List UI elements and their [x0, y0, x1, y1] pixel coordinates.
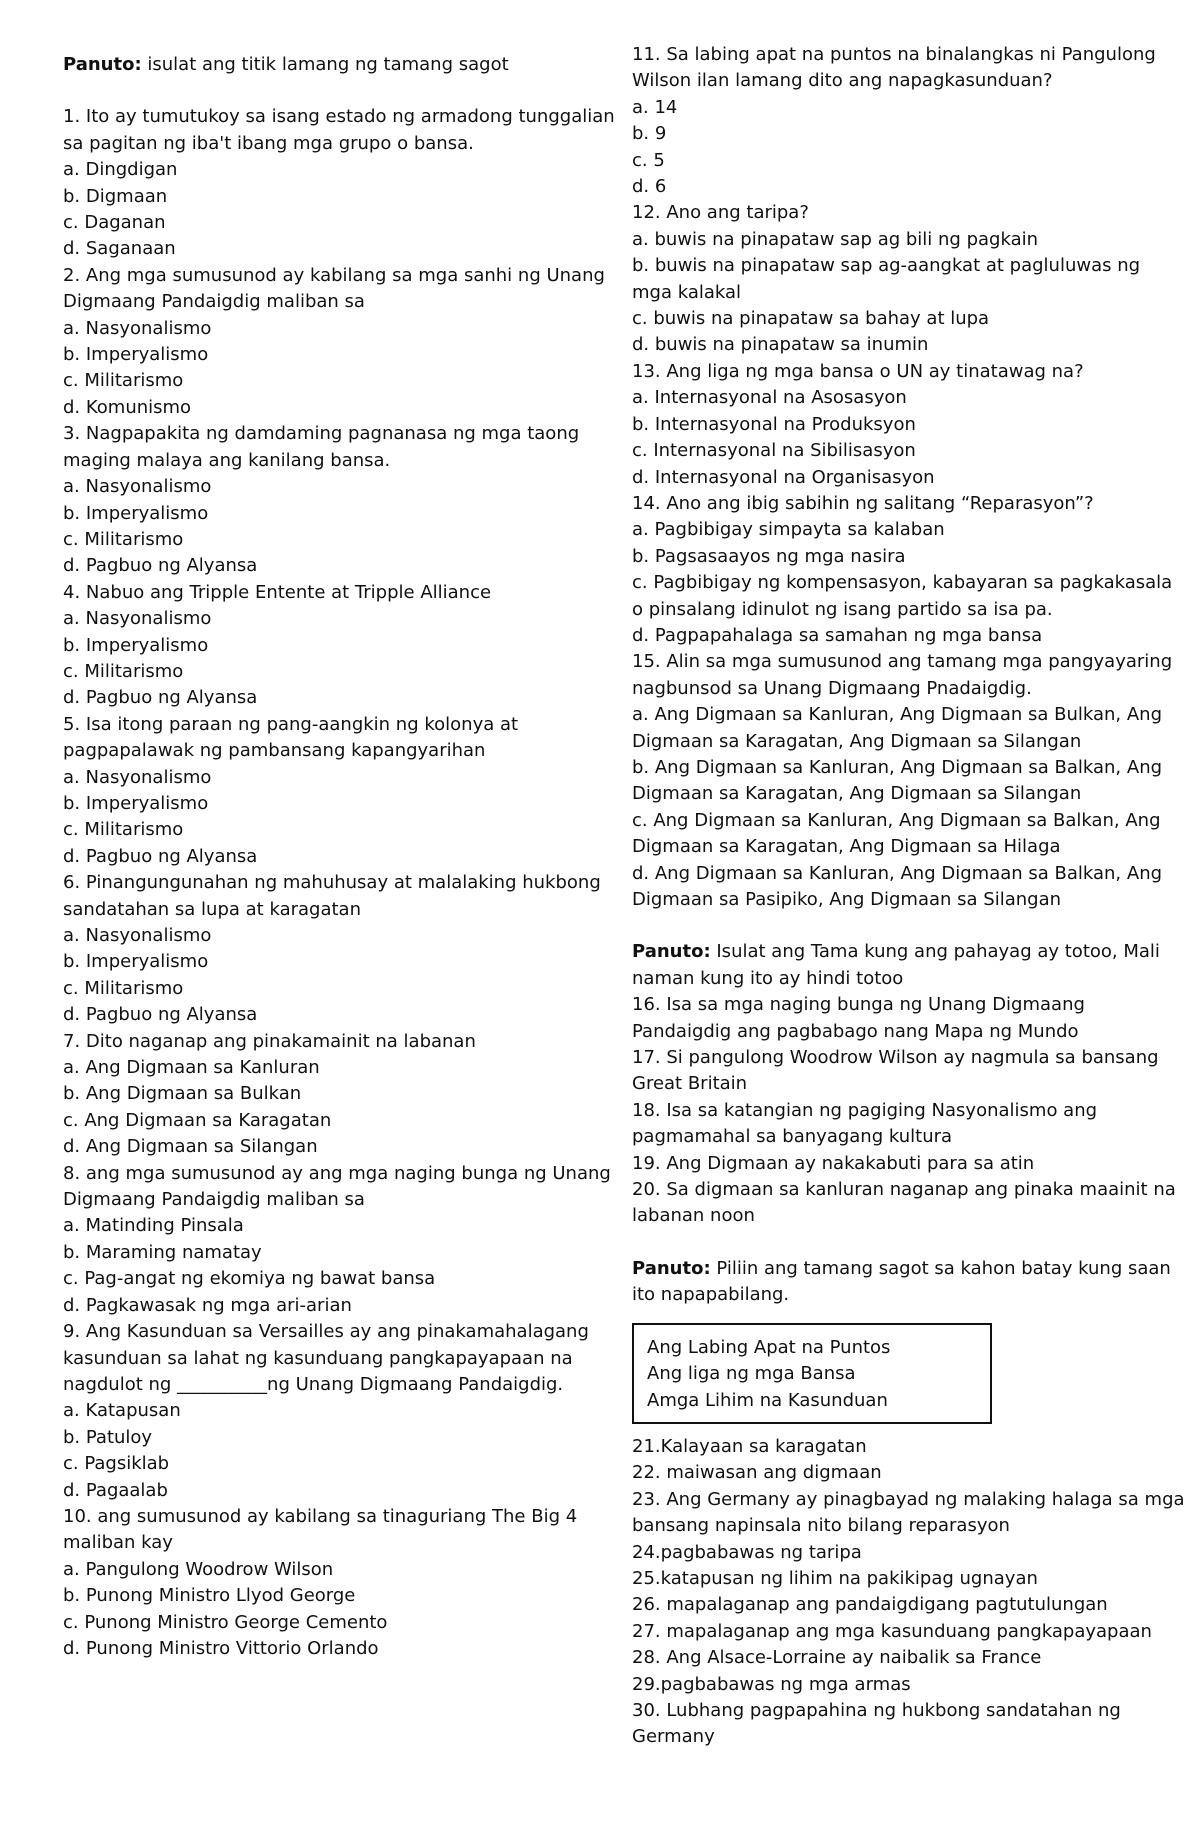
question-line: c. Punong Ministro George Cemento: [63, 1611, 388, 1633]
question-line: a. Pagbibigay simpayta sa kalaban: [632, 519, 945, 541]
question-line: Wilson ilan lamang dito ang napagkasunduan?: [632, 70, 1053, 92]
instruction-part2: [632, 939, 1162, 965]
item-line: 30. Lubhang pagpapahina ng hukbong sandatahan ng: [632, 1699, 1121, 1721]
spacer: [63, 78, 603, 104]
statement-line: 16. Isa sa mga naging bunga ng Unang Digmaang: [632, 994, 1085, 1016]
choice-option: Ang Labing Apat na Puntos: [647, 1336, 891, 1358]
question-line: 4. Nabuo ang Tripple Entente at Tripple Alliance: [63, 581, 492, 603]
question-line: 11. Sa labing apat na puntos na binalangkas ni Pangulong: [632, 44, 1156, 65]
question-line: 7. Dito naganap ang pinakamainit na labanan: [63, 1030, 476, 1052]
questions-1-10: [63, 104, 615, 1662]
statement-line: 20. Sa digmaan sa kanluran naganap ang pinaka maainit na: [632, 1179, 1176, 1201]
question-line: b. Patuloy: [63, 1426, 153, 1448]
question-line: a. Nasyonalismo: [63, 608, 212, 630]
question-line: a. Katapusan: [63, 1400, 181, 1422]
instruction-part3: [632, 1256, 1171, 1282]
question-line: a. Pangulong Woodrow Wilson: [63, 1558, 334, 1580]
question-line: d. Punong Ministro Vittorio Orlando: [63, 1637, 379, 1659]
question-line: c. Militarismo: [63, 370, 184, 392]
item-line: bansang napinsala nito bilang reparasyon: [632, 1515, 1010, 1537]
question-line: Digmaan sa Karagatan, Ang Digmaan sa Silangan: [632, 730, 1082, 752]
item-line: 27. mapalaganap ang mga kasunduang pangkapayapaan: [632, 1620, 1152, 1642]
choice-option: Amga Lihim na Kasunduan: [647, 1389, 888, 1411]
question-line: b. Digmaan: [63, 185, 168, 207]
instruction-text: Isulat ang Tama kung ang pahayag ay totoo, Mali: [710, 941, 1160, 963]
item-line: 24.pagbabawas ng taripa: [632, 1541, 862, 1563]
question-line: Digmaan sa Karagatan, Ang Digmaan sa Hilaga: [632, 836, 1061, 858]
question-line: a. Dingdigan: [63, 159, 178, 181]
question-line: mga kalakal: [632, 281, 742, 303]
right-column: [632, 42, 1185, 1751]
instruction-part3-cont: ito napapabilang.: [632, 1284, 790, 1306]
question-line: 14. Ano ang ibig sabihin ng salitang “Reparasyon”?: [632, 492, 1094, 514]
question-line: 10. ang sumusunod ay kabilang sa tinaguriang The Big 4: [63, 1505, 578, 1527]
question-line: o pinsalang idinulot ng isang partido sa isa pa.: [632, 598, 1053, 620]
question-line: a. Ang Digmaan sa Kanluran: [63, 1057, 320, 1079]
question-line: a. Nasyonalismo: [63, 925, 212, 946]
question-line: 1. Ito ay tumutukoy sa isang estado ng armadong tunggalian: [63, 106, 615, 128]
item-line: 23. Ang Germany ay pinagbayad ng malaking halaga sa mga: [632, 1488, 1185, 1510]
question-line: b. 9: [632, 123, 667, 145]
question-line: d. Ang Digmaan sa Silangan: [63, 1136, 318, 1158]
question-line: 8. ang mga sumusunod ay ang mga naging bunga ng Unang: [63, 1162, 611, 1184]
question-line: b. Imperyalismo: [63, 792, 209, 814]
question-line: Digmaang Pandaigdig maliban sa: [63, 1189, 365, 1211]
question-line: d. Pagbuo ng Alyansa: [63, 687, 258, 709]
question-line: b. Imperyalismo: [63, 502, 209, 524]
question-line: 3. Nagpapakita ng damdaming pagnanasa ng mga taong: [63, 423, 580, 445]
question-line: d. Pagpapahalaga sa samahan ng mga bansa: [632, 624, 1043, 646]
question-line: maliban kay: [63, 1532, 173, 1554]
question-line: b. Imperyalismo: [63, 344, 209, 366]
question-line: 15. Alin sa mga sumusunod ang tamang mga pangyayaring: [632, 651, 1173, 673]
question-line: d. Saganaan: [63, 238, 176, 260]
question-line: maging malaya ang kanilang bansa.: [63, 449, 391, 471]
question-line: a. Nasyonalismo: [63, 317, 212, 339]
question-line: 6. Pinangungunahan ng mahuhusay at malalaking hukbong: [63, 872, 601, 894]
instruction-part2-cont: naman kung ito ay hindi totoo: [632, 967, 904, 989]
question-line: kasunduan sa lahat ng kasunduang pangkapayapaan na: [63, 1347, 573, 1369]
questions-11-15: [632, 42, 1173, 913]
question-line: a. Internasyonal na Asosasyon: [632, 387, 907, 409]
question-line: c. Ang Digmaan sa Kanluran, Ang Digmaan sa Balkan, Ang: [632, 809, 1161, 831]
question-line: d. Internasyonal na Organisasyon: [632, 466, 935, 488]
question-line: a. Nasyonalismo: [63, 766, 212, 788]
question-line: c. Internasyonal na Sibilisasyon: [632, 440, 916, 462]
question-line: c. Militarismo: [63, 977, 184, 999]
question-line: d. Pagkawasak ng mga ari-arian: [63, 1294, 352, 1316]
question-line: a. Matinding Pinsala: [63, 1215, 244, 1237]
question-line: d. 6: [632, 176, 667, 198]
question-line: b. Ang Digmaan sa Kanluran, Ang Digmaan sa Balkan, Ang: [632, 756, 1163, 778]
question-line: c. Ang Digmaan sa Karagatan: [63, 1109, 332, 1131]
question-line: c. Pagsiklab: [63, 1453, 170, 1475]
question-line: b. Maraming namatay: [63, 1241, 262, 1263]
question-line: d. Pagbuo ng Alyansa: [63, 555, 258, 577]
question-line: Digmaang Pandaigdig maliban sa: [63, 291, 365, 313]
item-line: 29.pagbabawas ng mga armas: [632, 1673, 911, 1695]
question-line: b. Imperyalismo: [63, 951, 209, 973]
question-line: a. 14: [632, 96, 678, 118]
question-line: a. buwis na pinapataw sap ag bili ng pagkain: [632, 228, 1039, 250]
left-column: [63, 52, 615, 1662]
question-line: d. buwis na pinapataw sa inumin: [632, 334, 929, 356]
instruction-part1: [63, 52, 603, 78]
question-line: c. Militarismo: [63, 528, 184, 550]
instruction-label: Panuto:: [632, 941, 711, 963]
question-line: nagbunsod sa Unang Digmaang Pnadaigdig.: [632, 677, 1032, 699]
statement-line: pagmamahal sa banyagang kultura: [632, 1126, 953, 1148]
statement-line: Great Britain: [632, 1073, 748, 1095]
question-line: a. Nasyonalismo: [63, 476, 212, 498]
question-line: Digmaan sa Pasipiko, Ang Digmaan sa Silangan: [632, 889, 1062, 910]
choices-box: [632, 1323, 992, 1424]
question-line: pagpapalawak ng pambansang kapangyarihan: [63, 740, 486, 762]
question-line: c. Militarismo: [63, 819, 184, 841]
questions-16-20: [632, 992, 1176, 1230]
items-21-30: [632, 1434, 1185, 1751]
question-line: c. Pagbibigay ng kompensasyon, kabayaran sa pagkakasala: [632, 572, 1173, 594]
statement-line: labanan noon: [632, 1205, 755, 1227]
question-line: 13. Ang liga ng mga bansa o UN ay tinatawag na?: [632, 360, 1084, 382]
choice-option: Ang liga ng mga Bansa: [647, 1363, 856, 1385]
question-line: c. 5: [632, 149, 665, 171]
item-line: 21.Kalayaan sa karagatan: [632, 1435, 867, 1457]
question-line: nagdulot ng __________ng Unang Digmaang Pandaigdig.: [63, 1373, 564, 1395]
question-line: b. buwis na pinapataw sap ag-aangkat at pagluluwas ng: [632, 255, 1141, 277]
question-line: sa pagitan ng iba't ibang mga grupo o bansa.: [63, 132, 474, 154]
question-line: 9. Ang Kasunduan sa Versailles ay ang pinakamahalagang: [63, 1321, 589, 1343]
question-line: 5. Isa itong paraan ng pang-aangkin ng kolonya at: [63, 713, 519, 735]
question-line: 2. Ang mga sumusunod ay kabilang sa mga sanhi ng Unang: [63, 264, 605, 286]
question-line: d. Pagbuo ng Alyansa: [63, 845, 258, 867]
spacer: [632, 1230, 1162, 1256]
question-line: 12. Ano ang taripa?: [632, 202, 809, 224]
question-line: a. Ang Digmaan sa Kanluran, Ang Digmaan sa Bulkan, Ang: [632, 704, 1163, 726]
question-line: d. Pagbuo ng Alyansa: [63, 1004, 258, 1026]
question-line: c. Daganan: [63, 212, 166, 234]
instruction-label: Panuto:: [632, 1257, 711, 1279]
question-line: b. Pagsasaayos ng mga nasira: [632, 545, 906, 567]
question-line: b. Ang Digmaan sa Bulkan: [63, 1083, 302, 1105]
item-line: 26. mapalaganap ang pandaigdigang pagtutulungan: [632, 1594, 1108, 1616]
item-line: 28. Ang Alsace-Lorraine ay naibalik sa France: [632, 1647, 1042, 1669]
statement-line: 17. Si pangulong Woodrow Wilson ay nagmula sa bansang: [632, 1047, 1159, 1069]
question-line: c. buwis na pinapataw sa bahay at lupa: [632, 308, 990, 330]
spacer: [632, 913, 1162, 939]
instruction-label: Panuto:: [63, 54, 142, 75]
question-line: c. Militarismo: [63, 660, 184, 682]
question-line: Digmaan sa Karagatan, Ang Digmaan sa Silangan: [632, 783, 1082, 805]
question-line: sandatahan sa lupa at karagatan: [63, 898, 361, 920]
item-line: Germany: [632, 1726, 715, 1748]
statement-line: 18. Isa sa katangian ng pagiging Nasyonalismo ang: [632, 1099, 1098, 1121]
question-line: d. Pagaalab: [63, 1479, 168, 1501]
statement-line: Pandaigdig ang pagbabago nang Mapa ng Mundo: [632, 1020, 1079, 1042]
item-line: 25.katapusan ng lihim na pakikipag ugnayan: [632, 1567, 1038, 1589]
question-line: b. Punong Ministro Llyod George: [63, 1585, 356, 1607]
question-line: d. Ang Digmaan sa Kanluran, Ang Digmaan sa Balkan, Ang: [632, 862, 1163, 884]
question-line: c. Pag-angat ng ekomiya ng bawat bansa: [63, 1268, 436, 1290]
instruction-text: isulat ang titik lamang ng tamang sagot: [141, 54, 509, 75]
statement-line: 19. Ang Digmaan ay nakakabuti para sa atin: [632, 1152, 1035, 1174]
question-line: b. Internasyonal na Produksyon: [632, 413, 916, 435]
instruction-text: Piliin ang tamang sagot sa kahon batay kung saan: [710, 1257, 1171, 1279]
question-line: b. Imperyalismo: [63, 634, 209, 656]
question-line: d. Komunismo: [63, 396, 192, 418]
item-line: 22. maiwasan ang digmaan: [632, 1462, 882, 1484]
